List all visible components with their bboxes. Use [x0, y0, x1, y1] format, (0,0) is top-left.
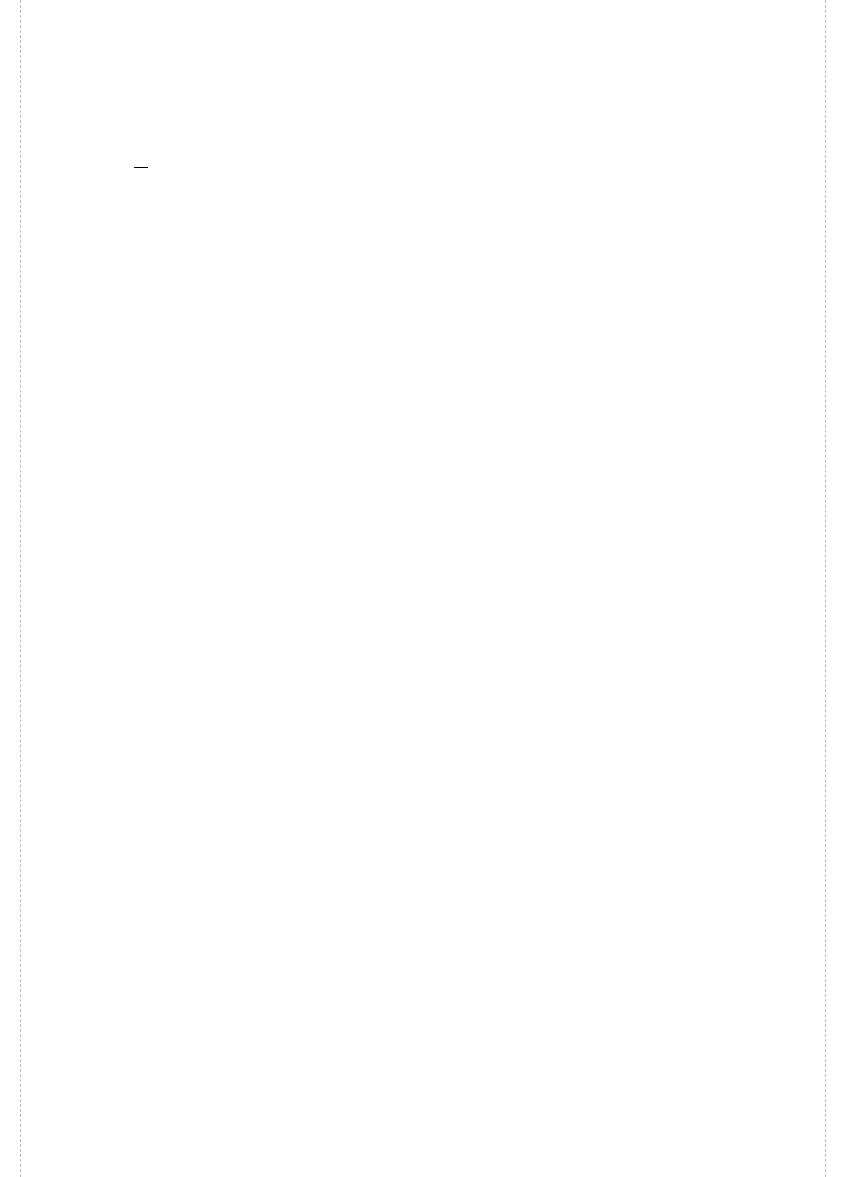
right-border-line — [825, 0, 826, 1177]
time-bar — [134, 167, 148, 168]
left-side-strip — [0, 0, 14, 1177]
left-border-line — [20, 0, 21, 1177]
right-side-strip — [832, 0, 846, 1177]
